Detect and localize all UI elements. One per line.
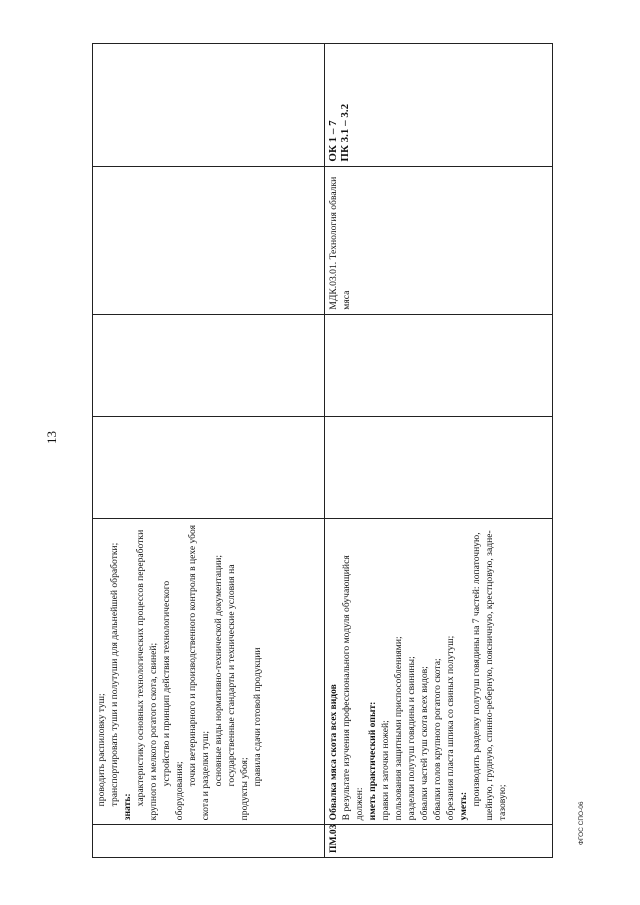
description-line: обрезания пласта шпика со свиных полутуш;: [445, 635, 456, 821]
empty-cell: [93, 416, 325, 518]
empty-cell: [325, 314, 553, 416]
table-row: [325, 44, 553, 858]
description-line: производить разделку полутуш говядины на 7 частей: лопаточную, шейную, грудную, спинно-реберную, поясничную, крестцовую, задне-тазовую;: [471, 530, 508, 821]
description-line: проводить распиловку туш;: [96, 693, 107, 807]
description-line: точки ветеринарного и производственного контроля в цехе убоя скота и разделки туш;: [187, 524, 211, 821]
competencies-cell: ОК 1 – 7 ПК 3.1 – 3.2: [325, 44, 553, 167]
description-line: транспортировать туши и полутуши для дальнейшей обработки;: [109, 542, 120, 807]
competencies-cell: [93, 44, 325, 167]
description-line: иметь практический опыт:: [367, 701, 378, 821]
empty-cell: [93, 314, 325, 416]
description-line: разделки полутуш говядины и свинины;: [406, 656, 417, 821]
description-line: государственные стандарты и технические условия на продукты убоя;: [226, 564, 250, 821]
description-line: обвалки частей туш скота всех видов;: [419, 666, 430, 821]
mdk-cell: МДК.03.01. Технология обвалки мяса: [325, 166, 553, 314]
description-line: характеристику основных технологических процессов переработки крупного и мелкого рогатого скота, свиней;: [135, 529, 159, 821]
description-line: уметь:: [458, 791, 469, 821]
description-line: устройство и принцип действия технологического оборудования;: [161, 580, 185, 821]
description-line: пользования защитными приспособлениями;: [393, 636, 404, 821]
mdk-cell: [93, 166, 325, 314]
description-line: правки и заточки ножей;: [380, 720, 391, 821]
footer-label: ФГОС СПО-06: [578, 801, 585, 845]
page-number: 13: [44, 431, 59, 444]
module-description-cell: [325, 518, 553, 824]
module-description-cell: [93, 518, 325, 824]
description-line: В результате изучения профессионального модуля обучающийся должен:: [341, 555, 365, 821]
description-line: правила сдачи готовой продукции: [252, 647, 263, 787]
description-line: обвалки голов крупного рогатого скота;: [432, 658, 443, 821]
module-code-cell: ПМ.03: [325, 825, 553, 858]
description-line: Обвалка мяса скота всех видов: [328, 684, 339, 821]
competency-table: [92, 43, 552, 858]
table-row: [93, 44, 325, 858]
description-line: основные виды нормативно-технической документации;: [213, 554, 224, 787]
description-line: знать:: [122, 793, 133, 821]
module-code-cell: [93, 825, 325, 858]
empty-cell: [325, 416, 553, 518]
